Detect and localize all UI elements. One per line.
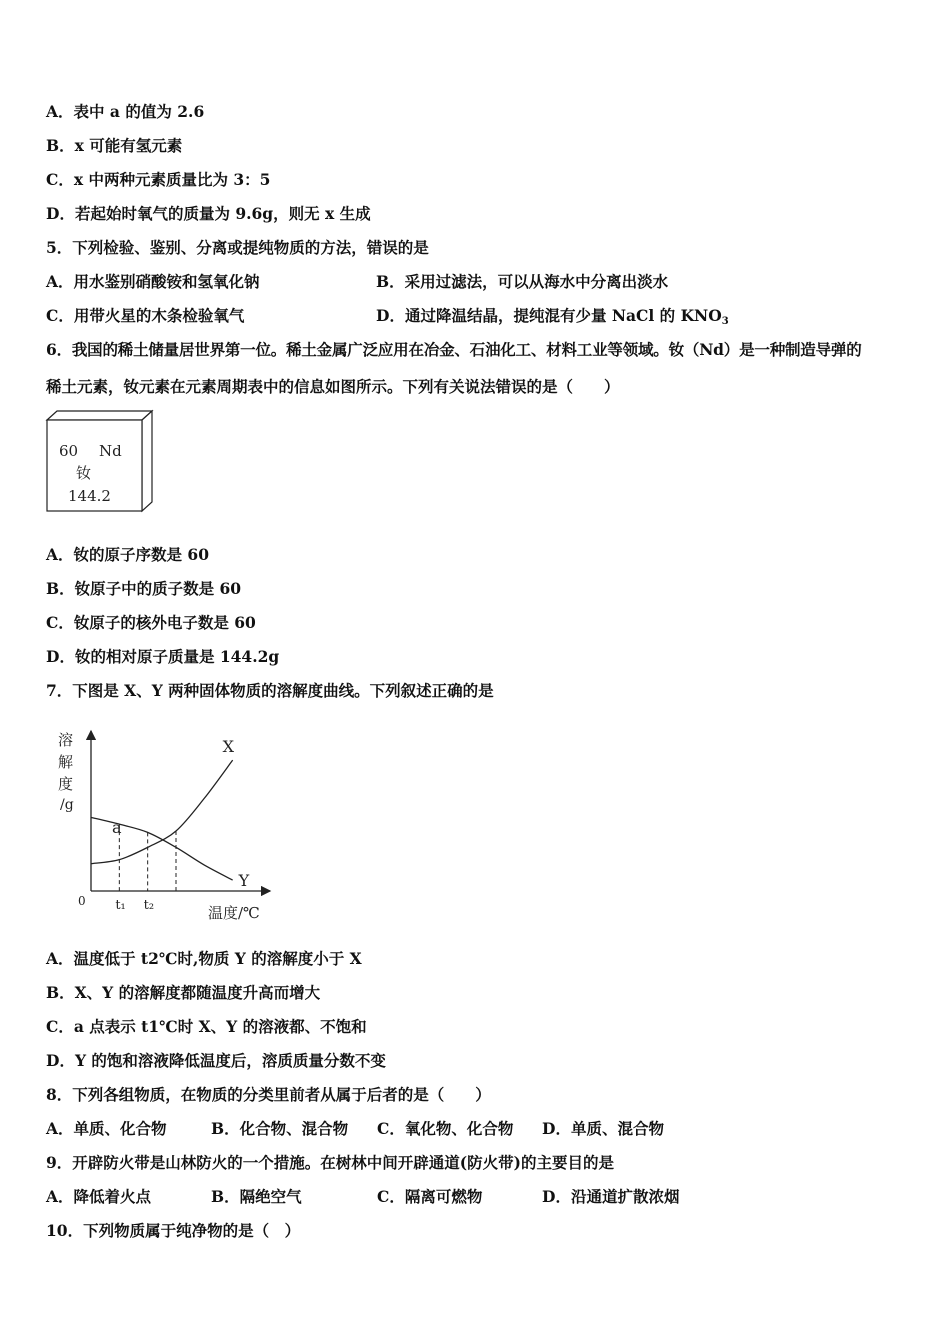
origin-label: 0 [78,894,86,908]
q6-stem-line2: 稀土元素，钕元素在元素周期表中的信息如图所示。下列有关说法错误的是（ ） [46,377,620,396]
q7-option-c: C．a 点表示 t1℃时 X、Y 的溶液都、不饱和 [46,1017,367,1036]
q8-option-c: C．氧化物、化合物 [377,1119,514,1138]
q7-option-a: A．温度低于 t2℃时,物质 Y 的溶解度小于 X [46,949,362,968]
reference-lines [119,824,176,891]
q9-stem: 9．开辟防火带是山林防火的一个措施。在树林中间开辟通道(防火带)的主要目的是 [46,1153,614,1172]
q7-option-b: B．X、Y 的溶解度都随温度升高而增大 [46,983,321,1002]
x-tick-label: t₁ [115,898,126,913]
q5-option-b: B．采用过滤法，可以从海水中分离出淡水 [376,272,669,291]
q6-option-a: A．钕的原子序数是 60 [46,545,209,564]
q5-option-c: C．用带火星的木条检验氧气 [46,306,245,325]
element-atomic-number: 60 [59,442,79,460]
q4-option-a: A．表中 a 的值为 2.6 [46,102,205,121]
q7-option-d: D．Y 的饱和溶液降低温度后，溶质质量分数不变 [46,1051,386,1070]
x-tick-labels [115,898,154,913]
q8-options [46,1119,664,1139]
element-name: 钕 [76,464,92,482]
q6-option-b: B．钕原子中的质子数是 60 [46,579,242,598]
solubility-chart [52,725,282,925]
q8-option-d: D．单质、混合物 [542,1119,664,1138]
series-X-label: X [222,737,235,757]
point-a-label: a [112,818,122,837]
q10-stem: 10．下列物质属于纯净物的是（ ） [46,1221,301,1240]
element-cell-side-face [142,411,152,511]
element-cell-figure [44,408,156,514]
y-label-unit: /g [60,797,74,813]
q9-option-b: B．隔绝空气 [211,1187,302,1206]
q9-option-c: C．隔离可燃物 [377,1187,483,1206]
q7-stem: 7．下图是 X、Y 两种固体物质的溶解度曲线。下列叙述正确的是 [46,681,494,700]
q6-option-d: D．钕的相对原子质量是 144.2g [46,647,280,666]
element-atomic-mass: 144.2 [68,487,111,505]
element-cell-top-face [47,411,152,420]
series-Y-label: Y [238,871,250,891]
q5-option-a: A．用水鉴别硝酸铵和氢氧化钠 [46,272,260,291]
q8-option-b: B．化合物、混合物 [211,1119,349,1138]
y-label-char: 溶 [58,731,74,749]
q9-option-a: A．降低着火点 [46,1187,152,1206]
q9-options [46,1187,680,1207]
q8-option-a: A．单质、化合物 [46,1119,167,1138]
y-label-char: 解 [58,753,74,771]
element-symbol: Nd [99,442,122,460]
q5-option-d: D．通过降温结晶，提纯混有少量 NaCl 的 $KNO_3$ [376,306,729,327]
x-tick-label: t₂ [143,898,155,913]
series-group [91,737,250,890]
y-label-char: 度 [58,775,74,793]
series-X-curve [91,760,233,864]
q8-stem: 8．下列各组物质，在物质的分类里前者从属于后者的是（ ） [46,1085,491,1104]
q4-option-d: D．若起始时氧气的质量为 9.6g，则无 x 生成 [46,204,371,223]
q4-option-c: C．x 中两种元素质量比为 3：5 [46,170,271,189]
q4-option-b: B．x 可能有氢元素 [46,136,183,155]
q6-option-c: C．钕原子的核外电子数是 60 [46,613,256,632]
q9-option-d: D．沿通道扩散浓烟 [542,1187,680,1206]
q5-options-row2 [46,306,729,327]
x-axis-label: 温度/℃ [208,904,260,922]
q5-options-row1 [46,272,669,292]
y-axis-label [58,731,74,813]
q5-stem: 5．下列检验、鉴别、分离或提纯物质的方法，错误的是 [46,238,429,257]
q6-stem-line1: 6．我国的稀土储量居世界第一位。稀土金属广泛应用在冶金、石油化工、材料工业等领域。钕（Nd）是一种制造导弹的 [46,340,862,359]
